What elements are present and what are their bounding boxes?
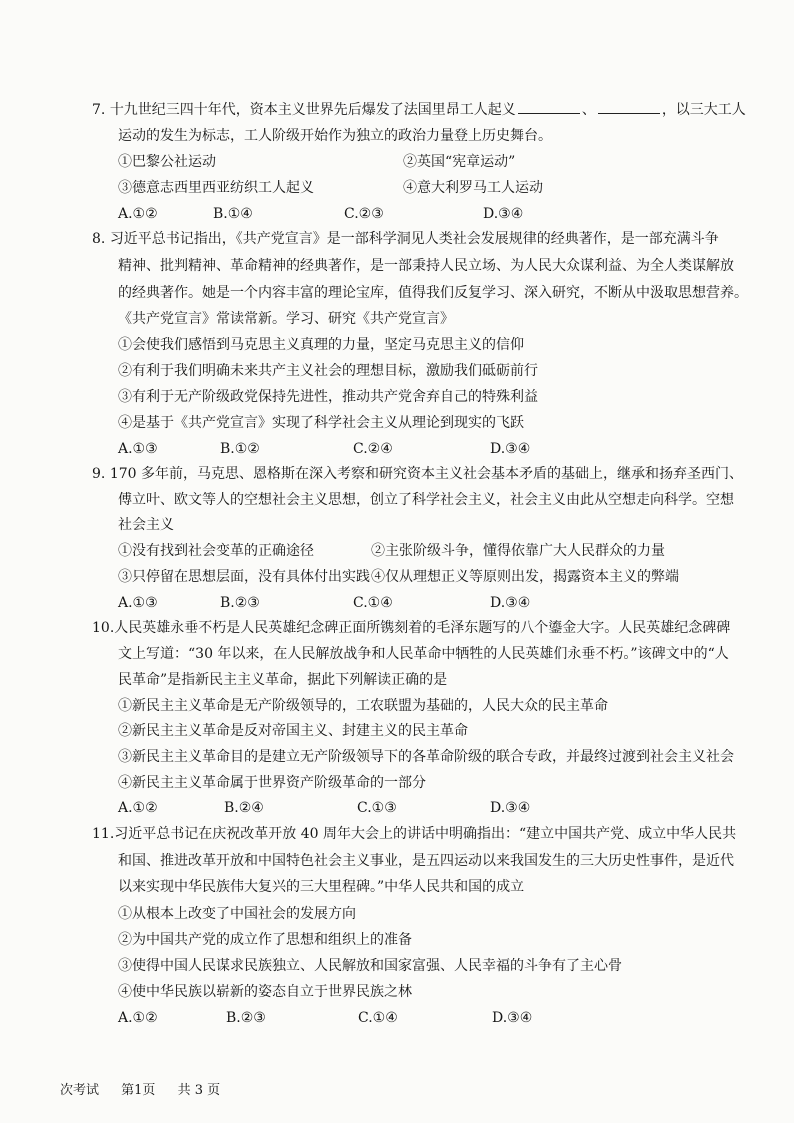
stem-text: 民革命”是指新民主主义革命，据此下列解读正确的是 — [118, 672, 448, 688]
choice-a: A.①③ — [118, 595, 158, 611]
choice-b: B.②③ — [226, 1010, 266, 1026]
choice-a: A.①③ — [118, 441, 158, 457]
option-3: ③德意志西里西亚纺织工人起义 — [118, 180, 314, 196]
stem-text: 的经典著作。她是一个内容丰富的理论宝库，值得我们反复学习、深入研究，不断从中汲取思想营养。 — [118, 285, 748, 301]
option-2: ②主张阶级斗争，懂得依靠广大人民群众的力量 — [371, 543, 665, 559]
choice-a: A.①② — [118, 800, 158, 816]
stem-text: 习近平总书记指出，《共产党宣言》是一部科学洞见人类社会发展规律的经典著作，是一部充满斗争 — [109, 231, 719, 247]
stem-text: ，以三大工人 — [661, 102, 746, 118]
stem-text: 《共产党宣言》常读常新。学习、研究《共产党宣言》 — [118, 311, 454, 327]
choice-a: A.①② — [118, 1010, 158, 1026]
page-total: 共 3 页 — [177, 1083, 221, 1098]
choice-b: B.①② — [220, 441, 260, 457]
answer-blank-1 — [518, 100, 580, 114]
choice-d: D.③④ — [483, 206, 524, 222]
option-4: ④仅从理想正义等原则出发，揭露资本主义的弊端 — [371, 569, 679, 585]
stem-text: 和国、推进改革开放和中国特色社会主义事业，是五四运动以来我国发生的三大历史性事件，是近代 — [118, 853, 734, 869]
stem-text: 、 — [581, 102, 596, 118]
stem-text: 170 多年前，马克思、恩格斯在深入考察和研究资本主义社会基本矛盾的基础上，继承和扬弃圣西门、 — [109, 466, 743, 482]
option-2: ②新民主主义革命是反对帝国主义、封建主义的民主革命 — [118, 723, 468, 739]
choice-c: C.①③ — [357, 800, 397, 816]
choice-d: D.③④ — [492, 1010, 533, 1026]
option-1: ①巴黎公社运动 — [118, 154, 216, 170]
choice-b: B.②③ — [220, 595, 260, 611]
stem-text: 傅立叶、欧文等人的空想社会主义思想，创立了科学社会主义，社会主义由此从空想走向科学。空想 — [118, 492, 734, 508]
option-4: ④是基于《共产党宣言》实现了科学社会主义从理论到现实的飞跃 — [118, 415, 524, 431]
option-1: ①新民主主义革命是无产阶级领导的，工农联盟为基础的，人民大众的民主革命 — [118, 698, 608, 714]
question-8-line-1 — [92, 230, 719, 248]
question-9-line-1 — [92, 465, 743, 483]
choice-b: B.②④ — [224, 800, 264, 816]
choice-c: C.②④ — [353, 441, 393, 457]
question-number: 10. — [92, 620, 115, 636]
choice-c: C.①④ — [353, 595, 393, 611]
option-2: ②为中国共产党的成立作了思想和组织上的准备 — [118, 932, 412, 948]
question-number: 7. — [92, 102, 106, 118]
option-2: ②有利于我们明确未来共产主义社会的理想目标，激励我们砥砺前行 — [118, 363, 538, 379]
stem-text: 十九世纪三四十年代，资本主义世界先后爆发了法国里昂工人起义 — [109, 102, 516, 118]
choice-d: D.③④ — [490, 441, 531, 457]
choice-b: B.①④ — [213, 206, 253, 222]
stem-text: 运动的发生为标志，工人阶级开始作为独立的政治力量登上历史舞台。 — [118, 128, 552, 144]
stem-text: 文上写道：“30 年以来，在人民解放战争和人民革命中牺牲的人民英雄们永垂不朽。”该碑文中的“人 — [118, 646, 729, 662]
option-3: ③使得中国人民谋求民族独立、人民解放和国家富强、人民幸福的斗争有了主心骨 — [118, 958, 622, 974]
exam-label: 次考试 — [60, 1083, 100, 1098]
question-number: 11. — [92, 826, 115, 842]
stem-text: 人民英雄永垂不朽是人民英雄纪念碑正面所镌刻着的毛泽东题写的八个鎏金大字。人民英雄纪念碑碑 — [114, 620, 731, 636]
question-11-line-1 — [92, 825, 736, 843]
option-1: ①从根本上改变了中国社会的发展方向 — [118, 906, 356, 922]
stem-text: 社会主义 — [118, 517, 174, 533]
choice-d: D.③④ — [490, 800, 531, 816]
stem-text: 习近平总书记在庆祝改革开放 40 周年大会上的讲话中明确指出：“建立中国共产党、成立中华人民共 — [114, 826, 737, 842]
page-footer — [60, 1083, 238, 1099]
option-3: ③只停留在思想层面，没有具体付出实践 — [118, 569, 370, 585]
choice-c: C.①④ — [358, 1010, 398, 1026]
option-1: ①会使我们感悟到马克思主义真理的力量，坚定马克思主义的信仰 — [118, 337, 524, 353]
choice-d: D.③④ — [490, 595, 531, 611]
question-7-line-1 — [92, 100, 746, 119]
page-number: 第1页 — [121, 1083, 156, 1098]
question-number: 8. — [92, 231, 106, 247]
question-number: 9. — [92, 466, 106, 482]
question-10-line-1 — [92, 619, 730, 637]
stem-text: 精神、批判精神、革命精神的经典著作，是一部秉持人民立场、为人民大众谋利益、为全人类谋解放 — [118, 258, 734, 274]
answer-blank-2 — [598, 100, 660, 114]
choice-c: C.②③ — [344, 206, 384, 222]
option-3: ③新民主主义革命目的是建立无产阶级领导下的各革命阶级的联合专政，并最终过渡到社会主义社会 — [118, 749, 734, 765]
option-2: ②英国“宪章运动” — [403, 154, 516, 170]
option-4: ④意大利罗马工人运动 — [403, 180, 543, 196]
option-4: ④使中华民族以崭新的姿态自立于世界民族之林 — [118, 984, 412, 1000]
option-1: ①没有找到社会变革的正确途径 — [118, 543, 314, 559]
choice-a: A.①② — [118, 206, 158, 222]
option-3: ③有利于无产阶级政党保持先进性，推动共产党舍弃自己的特殊利益 — [118, 389, 538, 405]
option-4: ④新民主主义革命属于世界资产阶级革命的一部分 — [118, 775, 426, 791]
stem-text: 以来实现中华民族伟大复兴的三大里程碑。”中华人民共和国的成立 — [118, 879, 525, 895]
